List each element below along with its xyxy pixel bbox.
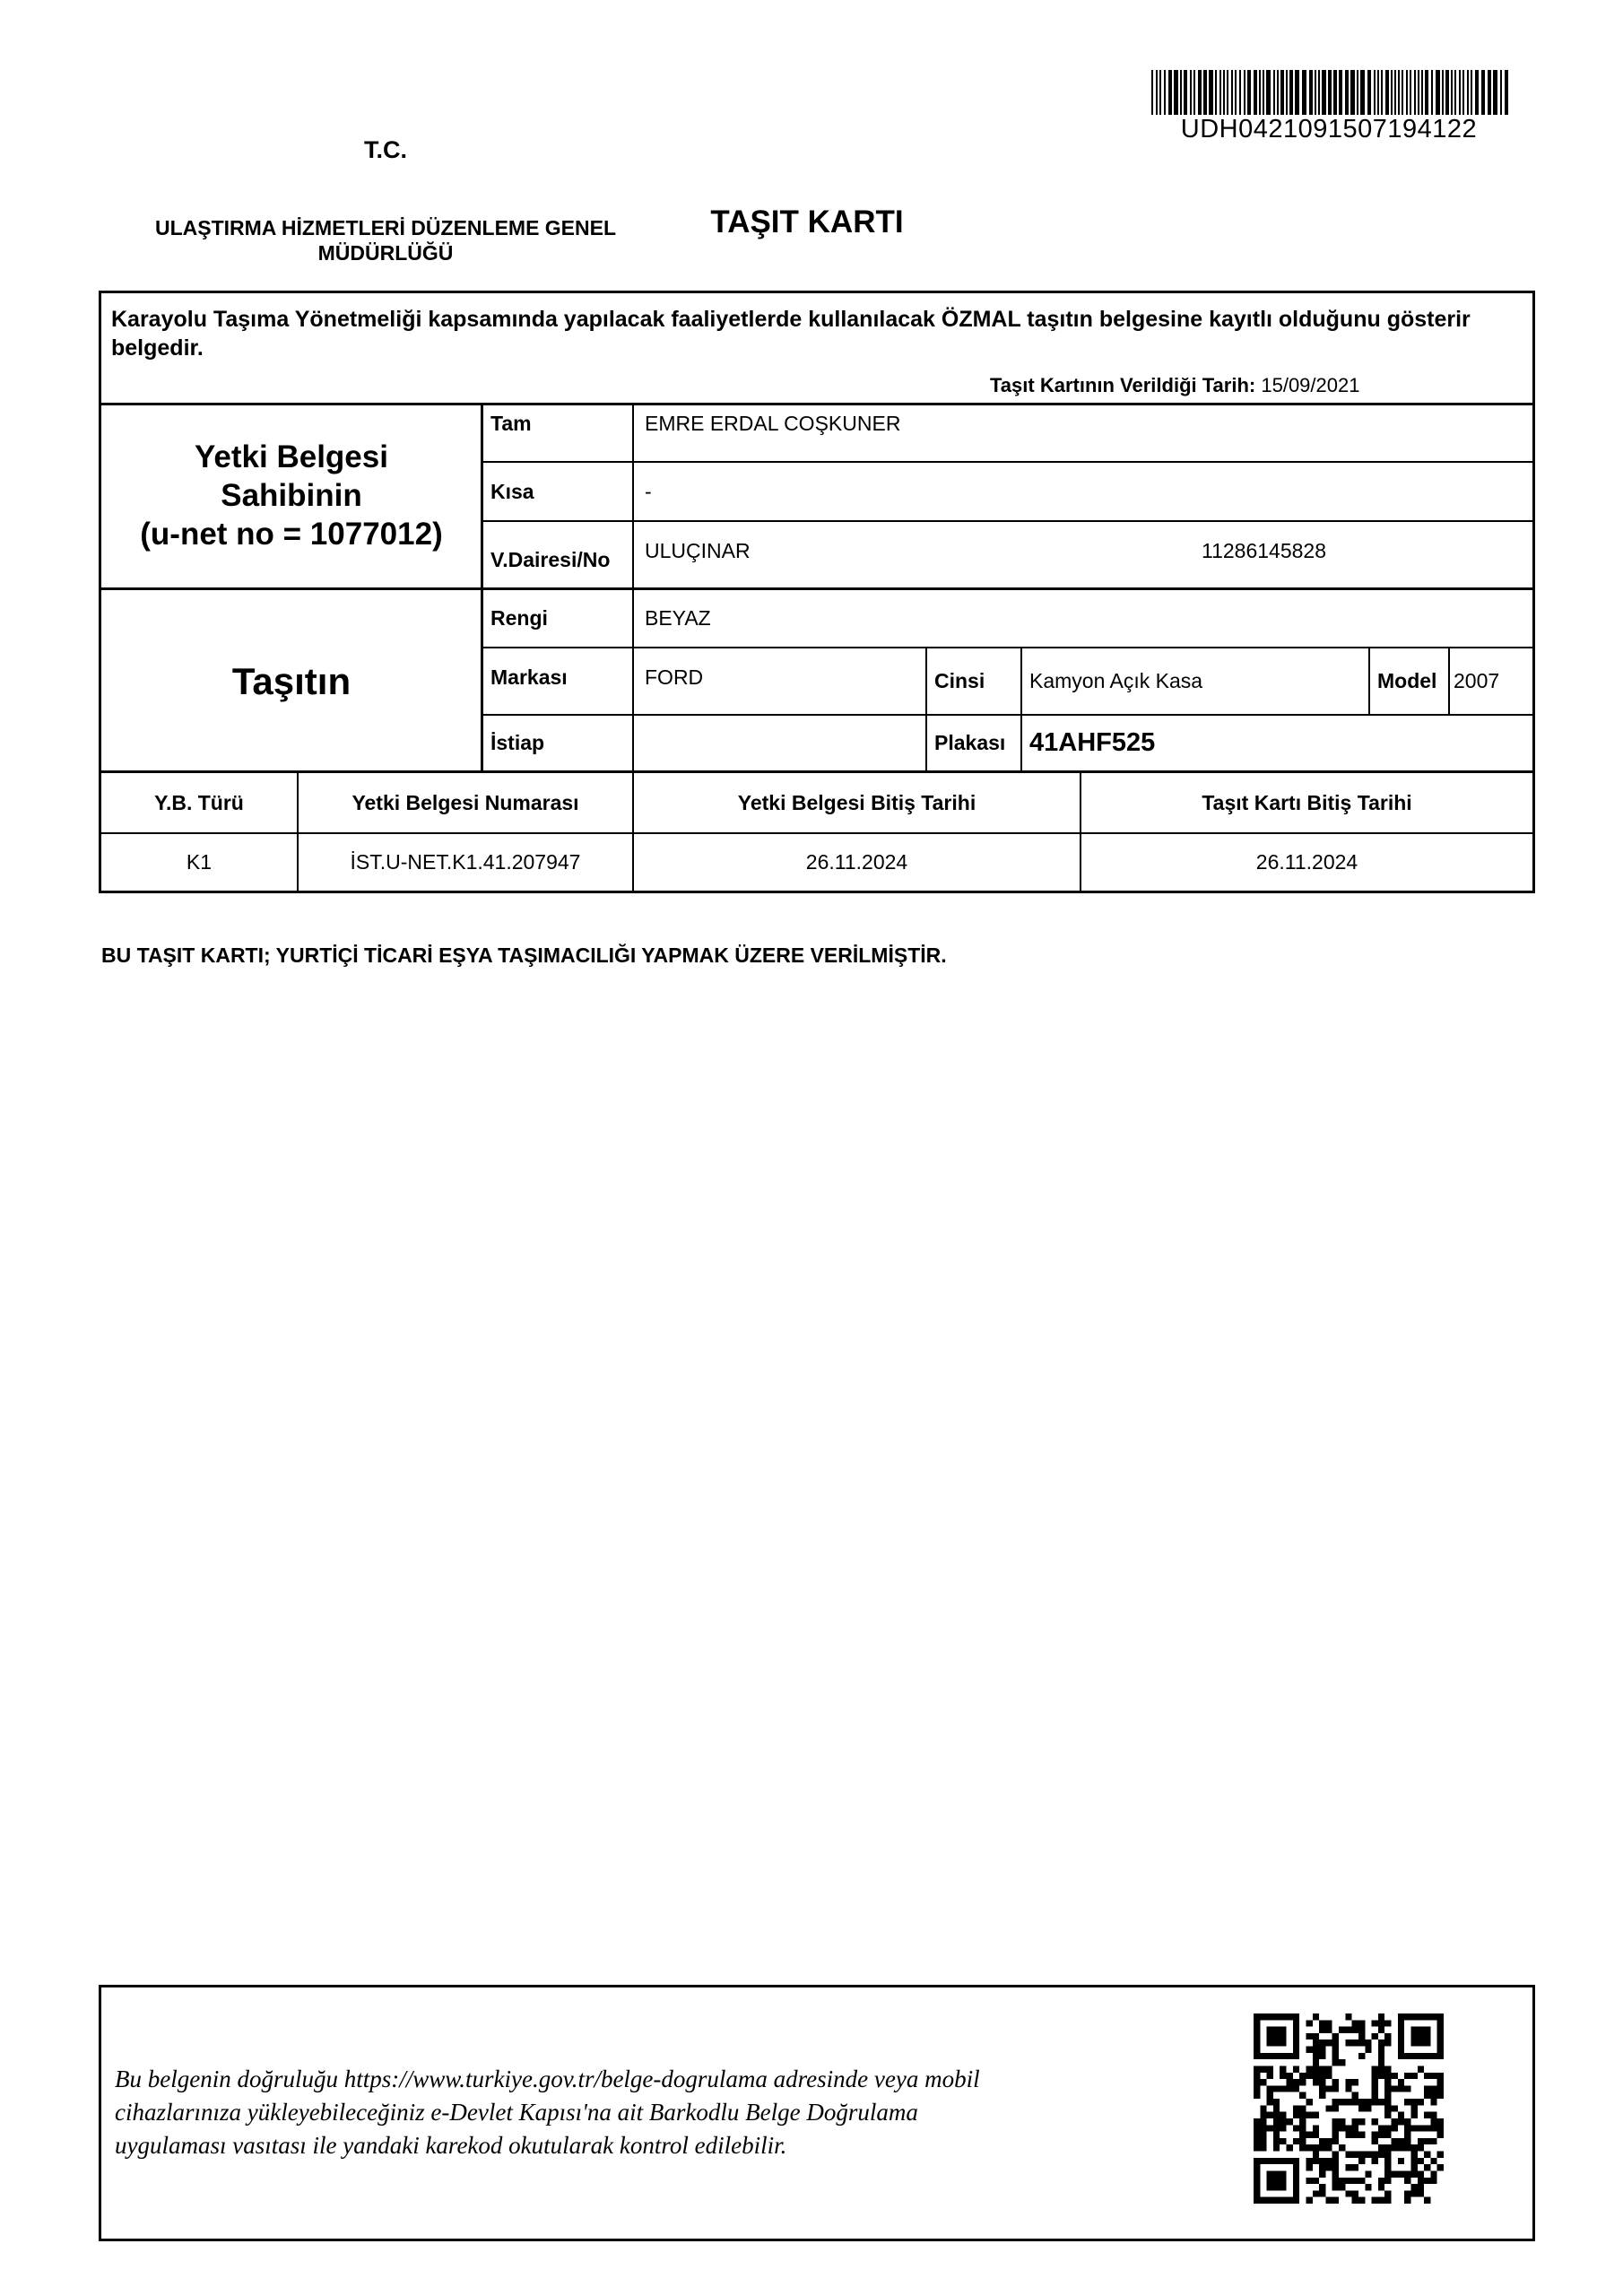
- tax-number-value: 11286145828: [1202, 539, 1326, 562]
- capacity-value: [634, 716, 925, 770]
- issue-date-value: 15/09/2021: [1261, 374, 1360, 396]
- verification-line: uygulaması vasıtası ile yandaki karekod okutularak kontrol edilebilir.: [115, 2132, 787, 2159]
- verification-line: Bu belgenin doğruluğu https://www.turkiye.gov.tr/belge-dogrulama adresinde veya mobil: [115, 2066, 980, 2092]
- verification-line: cihazlarınıza yükleyebileceğiniz e-Devlet Kapısı'na ait Barkodlu Belge Doğrulama: [115, 2099, 918, 2126]
- owner-section-heading: [101, 405, 482, 585]
- brand-value: FORD: [645, 665, 704, 689]
- verification-text: [115, 2063, 1191, 2162]
- model-value: 2007: [1454, 669, 1500, 692]
- issue-date-label: Taşıt Kartının Verildiği Tarih:: [990, 374, 1256, 396]
- owner-heading-line2: Sahibinin: [221, 477, 362, 513]
- card-expiry-header: Taşıt Kartı Bitiş Tarihi: [1202, 790, 1412, 814]
- tax-office-label: V.Dairesi/No: [490, 548, 611, 571]
- usage-note: BU TAŞIT KARTI; YURTİÇİ TİCARİ EŞYA TAŞIMACILIĞI YAPMAK ÜZERE VERİLMİŞTİR.: [101, 944, 947, 967]
- plate-value: 41AHF525: [1029, 728, 1156, 757]
- plate-label: Plakası: [934, 731, 1006, 754]
- license-number-value: İST.U-NET.K1.41.207947: [350, 850, 581, 874]
- color-label: Rengi: [490, 606, 548, 630]
- full-name-label: Tam: [490, 411, 532, 435]
- card-expiry-value: 26.11.2024: [1255, 850, 1358, 874]
- issuing-agency: ULAŞTIRMA HİZMETLERİ DÜZENLEME GENEL MÜDÜRLÜĞÜ: [154, 216, 617, 265]
- type-label: Cinsi: [934, 669, 985, 692]
- color-value: BEYAZ: [645, 606, 711, 630]
- license-type-header: Y.B. Türü: [154, 790, 244, 814]
- short-name-label: Kısa: [490, 479, 534, 503]
- license-type-value: K1: [186, 850, 213, 874]
- brand-label: Markası: [490, 665, 568, 689]
- qr-code-icon: [1254, 2013, 1444, 2204]
- owner-heading-line1: Yetki Belgesi: [195, 439, 388, 474]
- issue-date: [990, 374, 1359, 397]
- barcode-number: UDH0421091507194122: [1180, 115, 1478, 144]
- type-value: Kamyon Açık Kasa: [1029, 669, 1203, 692]
- model-label: Model: [1377, 669, 1437, 692]
- full-name-value: EMRE ERDAL COŞKUNER: [645, 411, 901, 435]
- document-title: TAŞIT KARTI: [710, 204, 904, 239]
- country-header: T.C.: [363, 136, 407, 163]
- owner-heading-line3: (u-net no = 1077012): [140, 516, 443, 552]
- tax-office-value: ULUÇINAR: [645, 539, 751, 562]
- vehicle-section-heading: Taşıtın: [231, 660, 352, 702]
- short-name-value: -: [645, 479, 652, 503]
- document-description: Karayolu Taşıma Yönetmeliği kapsamında yapılacak faaliyetlerde kullanılacak ÖZMAL taşıtın belgesine kayıtlı olduğunu gösterir belgedir.: [111, 307, 1471, 361]
- license-number-header: Yetki Belgesi Numarası: [352, 790, 579, 814]
- license-expiry-value: 26.11.2024: [805, 850, 908, 874]
- capacity-label: İstiap: [490, 731, 545, 754]
- license-expiry-header: Yetki Belgesi Bitiş Tarihi: [737, 790, 976, 814]
- barcode: [1151, 70, 1508, 115]
